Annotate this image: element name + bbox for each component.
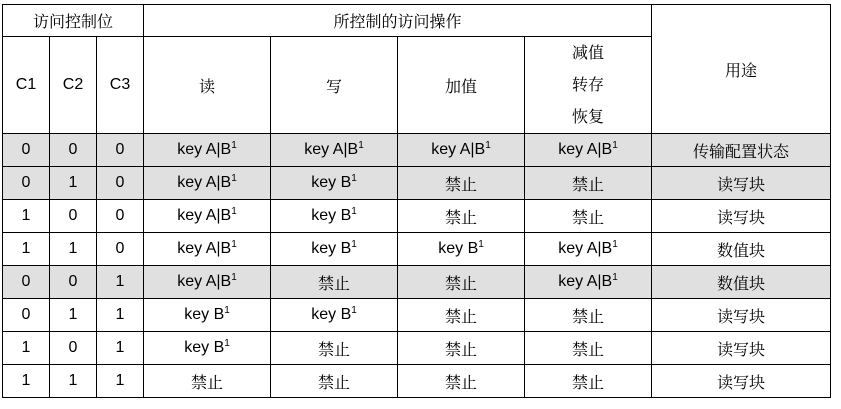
cell-increment-text: 禁止 xyxy=(445,207,478,227)
cell-usage-text: 读写块 xyxy=(717,306,766,326)
cell-c3 xyxy=(97,299,144,332)
cell-usage xyxy=(652,233,831,266)
cell-c1-text: 1 xyxy=(21,240,31,257)
cell-c1 xyxy=(3,266,50,299)
cell-write xyxy=(271,134,398,167)
cell-decrement-text: 禁止 xyxy=(572,306,605,326)
cell-c1-text: 0 xyxy=(21,141,31,158)
cell-usage xyxy=(652,299,831,332)
footnote-mark: 1 xyxy=(351,173,357,184)
cell-increment xyxy=(398,266,525,299)
cell-c1-text: 0 xyxy=(21,273,31,290)
table-row xyxy=(3,365,831,398)
header-c3: C3 xyxy=(97,37,144,134)
cell-c1-text: 0 xyxy=(21,174,31,191)
cell-usage xyxy=(652,365,831,398)
footnote-mark: 1 xyxy=(351,305,357,316)
cell-usage xyxy=(652,167,831,200)
table-row xyxy=(3,266,831,299)
header-decrement-line-3: 恢复 xyxy=(572,107,605,126)
table-row xyxy=(3,299,831,332)
cell-decrement xyxy=(525,200,652,233)
cell-read xyxy=(144,332,271,365)
cell-c1 xyxy=(3,299,50,332)
header-operations: 所控制的访问操作 xyxy=(144,5,652,37)
cell-write xyxy=(271,233,398,266)
cell-c2 xyxy=(50,200,97,233)
footnote-mark: 1 xyxy=(612,140,618,151)
footnote-mark: 1 xyxy=(224,338,230,349)
cell-usage-text: 读写块 xyxy=(717,174,766,194)
cell-read xyxy=(144,299,271,332)
header-access-bits: 访问控制位 xyxy=(3,5,144,37)
cell-read xyxy=(144,266,271,299)
cell-decrement xyxy=(525,134,652,167)
cell-read xyxy=(144,365,271,398)
cell-decrement xyxy=(525,233,652,266)
cell-read xyxy=(144,134,271,167)
cell-c1 xyxy=(3,365,50,398)
cell-c2-text: 1 xyxy=(68,372,78,389)
cell-usage xyxy=(652,134,831,167)
cell-decrement xyxy=(525,167,652,200)
cell-increment xyxy=(398,365,525,398)
cell-c3-text: 0 xyxy=(115,141,125,158)
header-increment: 加值 xyxy=(398,37,525,134)
cell-read-text: 禁止 xyxy=(191,372,224,392)
footnote-mark: 1 xyxy=(612,239,618,250)
cell-c3-text: 0 xyxy=(115,207,125,224)
cell-c2 xyxy=(50,266,97,299)
table-row xyxy=(3,167,831,200)
cell-c3 xyxy=(97,233,144,266)
cell-c3 xyxy=(97,266,144,299)
cell-increment xyxy=(398,200,525,233)
cell-decrement-text: 禁止 xyxy=(572,174,605,194)
cell-write xyxy=(271,200,398,233)
cell-increment-text: 禁止 xyxy=(445,372,478,392)
footnote-mark: 1 xyxy=(351,206,357,217)
cell-usage-text: 数值块 xyxy=(717,273,766,293)
cell-usage xyxy=(652,200,831,233)
cell-decrement xyxy=(525,332,652,365)
cell-write-text: 禁止 xyxy=(318,339,351,359)
footnote-mark: 1 xyxy=(612,272,618,283)
cell-read-text: key B xyxy=(184,306,225,323)
cell-c1-text: 1 xyxy=(21,207,31,224)
header-read: 读 xyxy=(144,37,271,134)
cell-increment-text: 禁止 xyxy=(445,306,478,326)
cell-c1 xyxy=(3,134,50,167)
cell-c3-text: 1 xyxy=(115,372,125,389)
cell-c3-text: 0 xyxy=(115,174,125,191)
footnote-mark: 1 xyxy=(231,140,237,151)
footnote-mark: 1 xyxy=(231,272,237,283)
cell-decrement xyxy=(525,266,652,299)
cell-c1 xyxy=(3,332,50,365)
header-usage: 用途 xyxy=(652,5,831,134)
cell-c2 xyxy=(50,299,97,332)
cell-c3 xyxy=(97,365,144,398)
cell-c1-text: 1 xyxy=(21,372,31,389)
cell-write-text: 禁止 xyxy=(318,273,351,293)
header-write: 写 xyxy=(271,37,398,134)
cell-increment-text: key A|B xyxy=(431,141,486,158)
cell-c1 xyxy=(3,200,50,233)
cell-c2 xyxy=(50,332,97,365)
cell-read-text: key B xyxy=(184,339,225,356)
cell-c1-text: 1 xyxy=(21,339,31,356)
cell-write-text: 禁止 xyxy=(318,372,351,392)
header-c1: C1 xyxy=(3,37,50,134)
cell-decrement-text: key A|B xyxy=(558,240,613,257)
cell-read-text: key A|B xyxy=(177,273,232,290)
cell-c3 xyxy=(97,332,144,365)
cell-usage-text: 读写块 xyxy=(717,372,766,392)
cell-c2-text: 1 xyxy=(68,306,78,323)
cell-write xyxy=(271,332,398,365)
cell-read xyxy=(144,233,271,266)
cell-c1 xyxy=(3,233,50,266)
cell-write xyxy=(271,365,398,398)
footnote-mark: 1 xyxy=(478,239,484,250)
cell-write-text: key B xyxy=(311,207,352,224)
cell-usage-text: 传输配置状态 xyxy=(693,141,790,161)
cell-c3-text: 1 xyxy=(115,306,125,323)
cell-increment-text: 禁止 xyxy=(445,339,478,359)
cell-write-text: key A|B xyxy=(304,141,359,158)
table-row xyxy=(3,134,831,167)
cell-increment-text: 禁止 xyxy=(445,273,478,293)
cell-c3-text: 1 xyxy=(115,339,125,356)
cell-read-text: key A|B xyxy=(177,207,232,224)
cell-write xyxy=(271,299,398,332)
cell-decrement-text: 禁止 xyxy=(572,207,605,227)
cell-usage-text: 读写块 xyxy=(717,207,766,227)
cell-write xyxy=(271,167,398,200)
cell-read xyxy=(144,200,271,233)
cell-c1-text: 0 xyxy=(21,306,31,323)
cell-increment xyxy=(398,233,525,266)
cell-decrement-text: 禁止 xyxy=(572,372,605,392)
cell-c2-text: 0 xyxy=(68,339,78,356)
footnote-mark: 1 xyxy=(358,140,364,151)
cell-increment xyxy=(398,299,525,332)
header-c2: C2 xyxy=(50,37,97,134)
cell-c3-text: 0 xyxy=(115,240,125,257)
cell-write-text: key B xyxy=(311,240,352,257)
footnote-mark: 1 xyxy=(231,206,237,217)
cell-c3 xyxy=(97,167,144,200)
cell-write-text: key B xyxy=(311,174,352,191)
cell-decrement-text: 禁止 xyxy=(572,339,605,359)
cell-read-text: key A|B xyxy=(177,174,232,191)
table-row xyxy=(3,233,831,266)
cell-write xyxy=(271,266,398,299)
cell-c2 xyxy=(50,167,97,200)
cell-c3-text: 1 xyxy=(115,273,125,290)
cell-c2 xyxy=(50,134,97,167)
cell-decrement xyxy=(525,365,652,398)
cell-decrement xyxy=(525,299,652,332)
footnote-mark: 1 xyxy=(485,140,491,151)
cell-usage-text: 数值块 xyxy=(717,240,766,260)
cell-increment-text: key B xyxy=(438,240,479,257)
cell-c2-text: 1 xyxy=(68,240,78,257)
cell-read xyxy=(144,167,271,200)
cell-c2 xyxy=(50,365,97,398)
cell-c1 xyxy=(3,167,50,200)
header-decrement-line-1: 减值 xyxy=(572,43,605,62)
cell-c3 xyxy=(97,134,144,167)
cell-usage xyxy=(652,266,831,299)
footnote-mark: 1 xyxy=(231,173,237,184)
table-row xyxy=(3,200,831,233)
cell-usage xyxy=(652,332,831,365)
header-decrement xyxy=(525,37,652,134)
cell-decrement-text: key A|B xyxy=(558,273,613,290)
footnote-mark: 1 xyxy=(351,239,357,250)
access-control-table xyxy=(2,4,831,398)
cell-c2 xyxy=(50,233,97,266)
cell-read-text: key A|B xyxy=(177,141,232,158)
table-row xyxy=(3,332,831,365)
cell-usage-text: 读写块 xyxy=(717,339,766,359)
cell-increment-text: 禁止 xyxy=(445,174,478,194)
footnote-mark: 1 xyxy=(224,305,230,316)
header-decrement-line-2: 转存 xyxy=(572,75,605,94)
cell-c3 xyxy=(97,200,144,233)
cell-increment xyxy=(398,167,525,200)
header-row-groups xyxy=(3,5,831,37)
footnote-mark: 1 xyxy=(231,239,237,250)
cell-increment xyxy=(398,332,525,365)
cell-c2-text: 0 xyxy=(68,207,78,224)
cell-c2-text: 0 xyxy=(68,273,78,290)
cell-c2-text: 1 xyxy=(68,174,78,191)
cell-c2-text: 0 xyxy=(68,141,78,158)
cell-decrement-text: key A|B xyxy=(558,141,613,158)
cell-read-text: key A|B xyxy=(177,240,232,257)
cell-increment xyxy=(398,134,525,167)
cell-write-text: key B xyxy=(311,306,352,323)
